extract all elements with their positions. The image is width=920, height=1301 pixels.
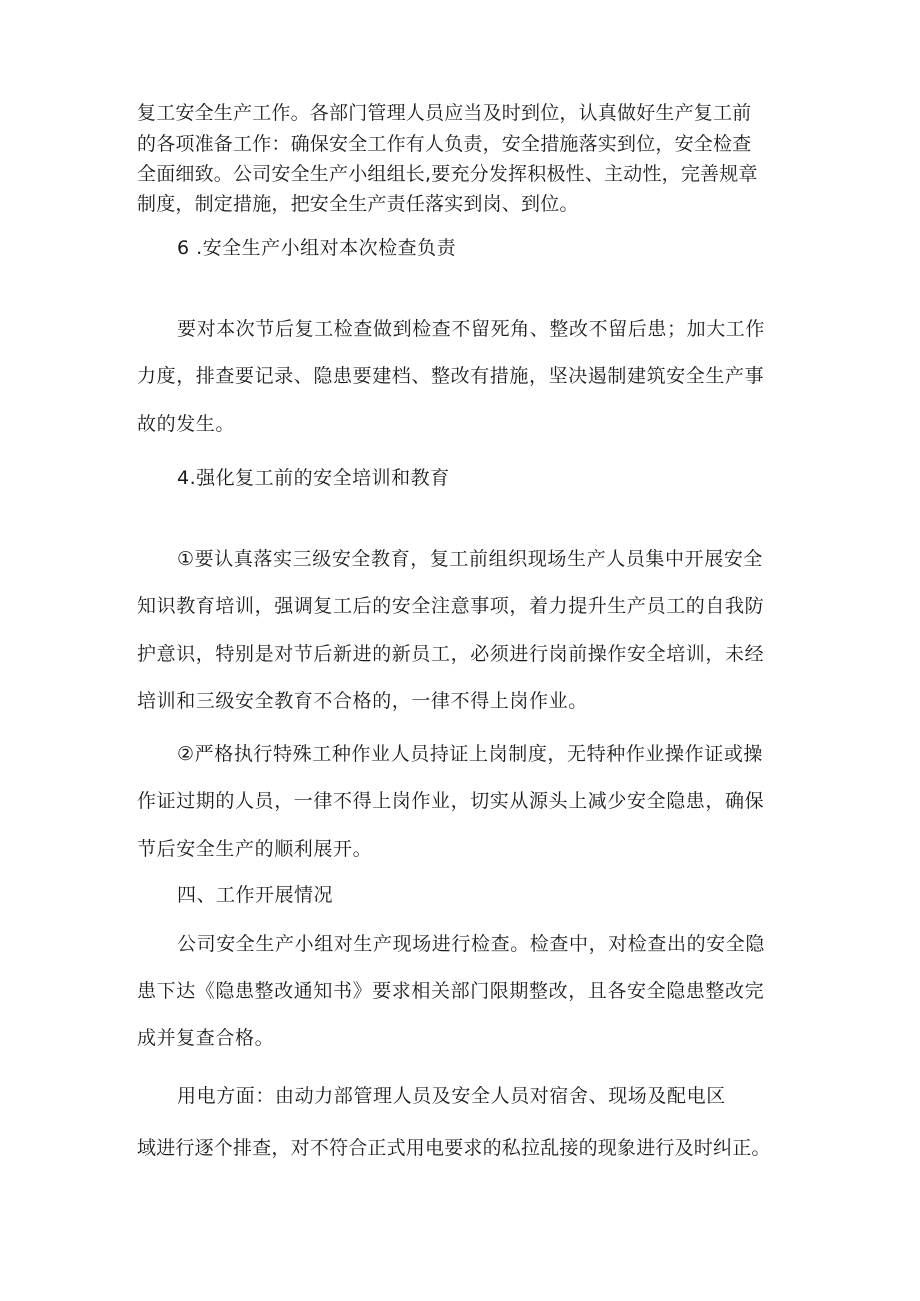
paragraph-6-line-2: 力度，排查要记录、隐患要建档、整改有措施，坚决遏制建筑安全生产事 xyxy=(137,365,765,387)
item-1-line-4: 培训和三级安全教育不合格的，一律不得上岗作业。 xyxy=(137,690,588,712)
heading-6: 6 .安全生产小组对本次检查负责 xyxy=(177,237,457,259)
section-4-line-3: 成并复查合格。 xyxy=(137,1027,275,1049)
intro-line-3: 全面细致。公司安全生产小组组长,要充分发挥积极性、主动性，完善规章 xyxy=(137,163,758,185)
intro-line-2: 的各项准备工作：确保安全工作有人负责，安全措施落实到位，安全检查 xyxy=(137,133,752,155)
item-2-line-2: 作证过期的人员，一律不得上岗作业，切实从源头上减少安全隐患，确保 xyxy=(137,790,765,812)
item-2-line-3: 节后安全生产的顺利展开。 xyxy=(137,838,373,860)
intro-line-4: 制度，制定措施，把安全生产责任落实到岗、到位。 xyxy=(137,193,579,215)
paragraph-6-line-1: 要对本次节后复工检查做到检查不留死角、整改不留后患；加大工作 xyxy=(177,318,766,340)
paragraph-6-line-3: 故的发生。 xyxy=(137,413,236,435)
section-4-line-1: 公司安全生产小组对生产现场进行检查。检查中，对检查出的安全隐 xyxy=(177,933,766,955)
electric-line-2: 域进行逐个排查，对不符合正式用电要求的私拉乱接的现象进行及时纠正。 xyxy=(137,1137,771,1159)
section-4-line-2: 患下达《隐患整改通知书》要求相关部门限期整改，且各安全隐患整改完 xyxy=(137,980,765,1002)
item-2-line-1: ②严格执行特殊工种作业人员持证上岗制度，无特种作业操作证或操 xyxy=(177,743,764,765)
electric-line-1: 用电方面：由动力部管理人员及安全人员对宿舍、现场及配电区 xyxy=(177,1085,726,1107)
item-1-line-3: 护意识，特别是对节后新进的新员工，必须进行岗前操作安全培训，未经 xyxy=(137,643,765,665)
heading-4: 4.强化复工前的安全培训和教育 xyxy=(177,467,450,489)
item-1-line-1: ①要认真落实三级安全教育，复工前组织现场生产人员集中开展安全 xyxy=(177,548,764,570)
section-4-heading: 四、工作开展情况 xyxy=(177,884,334,906)
item-1-line-2: 知识教育培训，强调复工后的安全注意事项，着力提升生产员工的自我防 xyxy=(137,595,765,617)
intro-line-1: 复工安全生产工作。各部门管理人员应当及时到位，认真做好生产复工前 xyxy=(137,102,752,124)
